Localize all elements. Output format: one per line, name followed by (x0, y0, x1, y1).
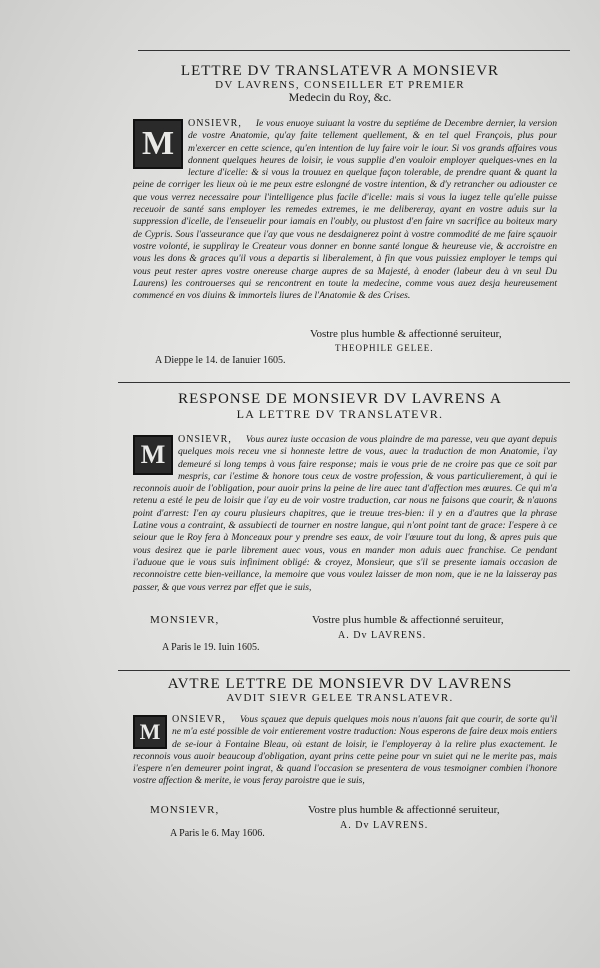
letter1-title-line1: LETTRE DV TRANSLATEVR A MONSIEVR (180, 63, 500, 79)
letter3-text: Vous sçauez que depuis quelques mois nous n'auons fait que courir, de sorte qu'il ne m'a esté possible de voir entierement vostre traduction: Nous esperons de faire deux mois entiers de se-iour à Fontaine Bleau, où estant de loisir, ie l'employeray à la relire plus exactement. Ie reconnois vous auoir beaucoup d'obligation, ayant prins cette peine pour vn suiet qui ne le merite pas, mais i'espere n'en demeurer point ingrat, & quand l'occasion se presentera de vous tesmoigner combien i'honore vostre affection & merite, ie vous feray paroistre que ie suis, (133, 714, 557, 787)
letter1-closing: Vostre plus humble & affectionné seruiteur, (310, 328, 502, 340)
letter1-salutation: ONSIEVR, (188, 118, 242, 129)
letter2-salutation: ONSIEVR, (178, 434, 232, 445)
letter3-date: A Paris le 6. May 1606. (170, 828, 265, 839)
letter1-signer: THEOPHILE GELEE. (335, 343, 434, 353)
letter1-title-line3: Medecin du Roy, &c. (288, 90, 392, 105)
letter3-signer: A. Dv LAVRENS. (340, 820, 429, 831)
letter2-body (133, 434, 557, 604)
letter3-title-line2: AVDIT SIEVR GELEE TRANSLATEVR. (226, 691, 454, 704)
letter2-title (120, 392, 560, 420)
letter1-body (133, 118, 557, 334)
letter3-title (120, 677, 560, 704)
letter3-rule (118, 670, 570, 671)
letter3-body (133, 714, 557, 792)
letter2-title-line2: LA LETTRE DV TRANSLATEVR. (236, 406, 444, 421)
letter1-title-line2: DV LAVRENS, CONSEILLER ET PREMIER (215, 78, 465, 91)
letter2-signer: A. Dv LAVRENS. (338, 630, 427, 641)
letter1-text: Ie vous enuoye suiuant la vostre du septiéme de Decembre dernier, la version de vostre Anatomie, qu'ay faite tellement quellement, & en tel quel François, plus pour m'exercer en cette science, qu'en intention de luy faire voir le iour. Si vos grands affaires vous donnent quelques heures de loisir, ie vous supplie d'en vouloir employer quelques-vnes en la lecture d'icelle: & si vous la trouuez en quelque façon tolerable, de prendre quant & quant la peine de corriger les lieux où ie me peux estre eslongné de vostre intention, & d'y retrancher ou adiouster ce que vous verrez necessaire pour l'intelligence plus facile d'icelle: mais si vous la iugez telle qu'elle puisse receuoir de santé sans employer les remedes extremes, ie me delibereray, ayant en vostre aduis sur la suppression d'icelle, de l'enseuelir pour iamais en l'oubly, ou plustost d'en faire vn sacrifice au boiteux mary de Cypris. Sous l'asseurance que i'ay que vous ne desdaignerez point à vostre commodité de me faire sçauoir vostre volonté, ie suppliray le Createur vous donner en bonne santé longue & heureuse vie, & accroistre en vous les dons & graces qu'il vous a departis si liberalement, à fin que vous puissiez employer le temps qui vous peut rester apres vostre onereuse charge aupres de sa Majesté, à enoder (labeur deu à vn seul Du Laurens) les controuerses qui se rencontrent en toute la medecine, comme vous auez desja heureusement commencé en vos diuins & immortels liures de l'Anatomie & des Crises. (133, 118, 557, 302)
letter2-date: A Paris le 19. Iuin 1605. (162, 642, 260, 653)
letter2-closing: Vostre plus humble & affectionné seruiteur, (312, 614, 504, 626)
letter1-title (120, 64, 560, 104)
letter3-title-line1: AVTRE LETTRE DE MONSIEVR DV LAVRENS (167, 676, 513, 692)
letter2-monsieur: MONSIEVR, (150, 614, 220, 626)
letter3-salutation: ONSIEVR, (172, 714, 226, 725)
letter2-text: Vous aurez iuste occasion de vous plaindre de ma paresse, veu que ayant depuis quelques mois receu vne si honneste lettre de vous, auec la traduction de mon Anatomie, i'ay demeuré si long temps à vous faire response; mais ie vous prie de ne croire pas que ce soit par mespris, car i'estime & honore tous ceux de vostre profession, & vous particulierement, à qui ie reconnois auoir de l'obligation, pour auoir prins la peine de lire auec tant d'affection mes œuures. Ce qui m'a retenu a esté le peu de loisir que i'ay eu de voir vostre traduction, car nous ne faisons que courir, & n'auons point d'arrest: I'en ay couru plusieurs chapitres, que ie treuue tres-bien: il y en a d'autres que la phrase Latine vous a contraint, & assubiecti de tourner en nostre langue, qui n'ont point tant de grace: I'espere à ce seiour que le Roy fera à Monceaux pour y prendre ses eaux, de voir l'œuure tout du long, & apres puis que vous desirez que ie parle librement auec vous, vous en mander mon aduis auec franchise. Ce pendant i'aduoue que ie vous suis infiniment obligé: & croyez, Monsieur, que s'il se presente iamais occasion de reconnoistre cette bien-veillance, la memoire que vous voulez laisser de mon nom, que ie ne la laisseray pas passer, & que vous verrez par effet que ie suis, (133, 434, 557, 593)
letter1-date: A Dieppe le 14. de Ianuier 1605. (155, 355, 286, 366)
letter1-dropcap: M (133, 119, 183, 169)
top-rule (138, 50, 570, 51)
letter3-monsieur: MONSIEVR, (150, 804, 220, 816)
letter3-dropcap: M (133, 715, 167, 749)
letter3-closing: Vostre plus humble & affectionné seruiteur, (308, 804, 500, 816)
letter2-rule (118, 382, 570, 383)
letter2-title-line1: RESPONSE DE MONSIEVR DV LAVRENS A (178, 391, 502, 407)
letter2-dropcap: M (133, 435, 173, 475)
